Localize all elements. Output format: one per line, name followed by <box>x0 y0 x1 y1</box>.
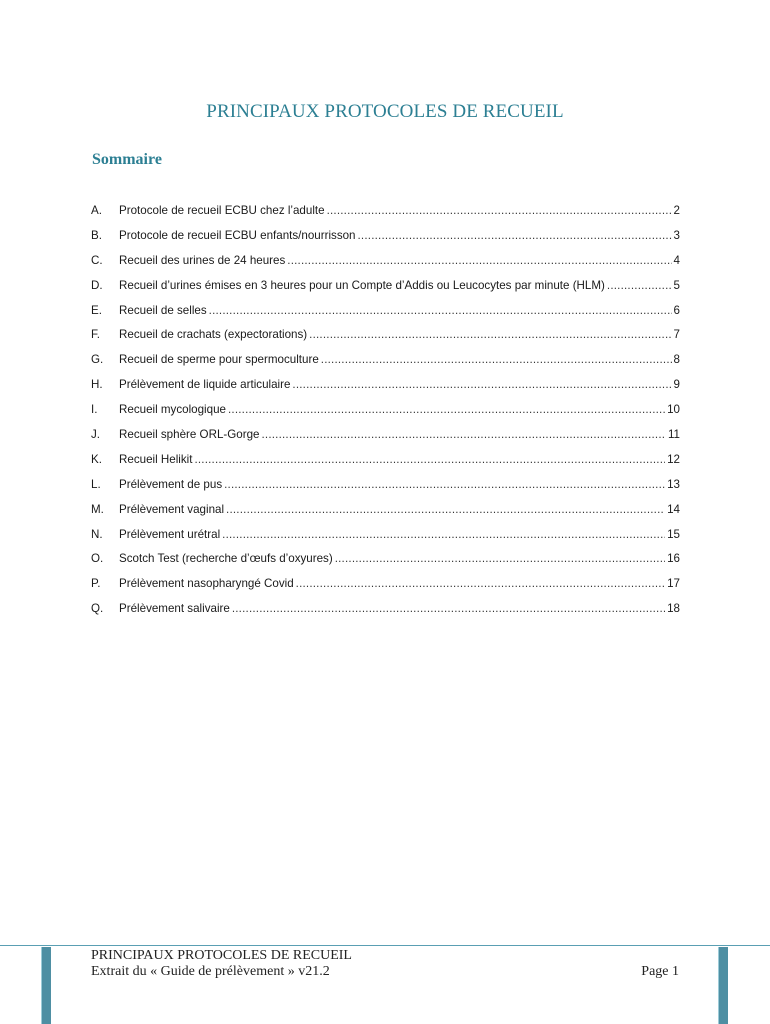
toc-entry-text: Recueil de crachats (expectorations) <box>119 328 308 342</box>
toc-entry-text: Protocole de recueil ECBU chez l’adulte <box>119 204 325 217</box>
toc-entry-letter: A. <box>91 204 102 217</box>
toc-entry-letter: E. <box>91 303 102 317</box>
toc-entry-page: 9 <box>673 378 680 392</box>
toc-entry-letter: P. <box>91 577 101 591</box>
toc-entry-page: 4 <box>673 253 680 267</box>
toc-entry-text: Recueil d’urines émises en 3 heures pour un Compte d’Addis ou Leucocytes par minute (HLM) <box>119 278 605 292</box>
toc-entry-page: 15 <box>667 527 680 541</box>
toc-entry-page: 5 <box>673 278 680 292</box>
toc-entry-text: Prélèvement de liquide articulaire <box>119 378 291 392</box>
toc-entry-page: 12 <box>667 452 680 466</box>
toc-entry[interactable] <box>91 279 680 304</box>
toc-dot-leader <box>309 328 671 341</box>
toc-entry-text: Recueil mycologique <box>119 403 226 417</box>
toc-entry[interactable] <box>91 229 680 254</box>
toc-entry-letter: M. <box>91 502 104 516</box>
toc-entry-letter: K. <box>91 452 102 466</box>
toc-entry[interactable] <box>91 204 680 229</box>
toc-dot-leader <box>222 528 665 541</box>
toc-entry[interactable] <box>91 602 680 627</box>
toc-entry[interactable] <box>91 304 680 329</box>
toc-entry[interactable] <box>91 353 680 378</box>
toc-entry-letter: B. <box>91 228 102 242</box>
toc-entry-letter: C. <box>91 253 103 267</box>
toc-entry-letter: J. <box>91 428 101 442</box>
toc-entry-text: Recueil sphère ORL-Gorge <box>119 428 260 442</box>
toc-dot-leader <box>335 552 665 565</box>
toc-entry-page: 10 <box>667 403 680 417</box>
toc-entry-letter: I. <box>91 403 98 417</box>
toc-entry-text: Prélèvement de pus <box>119 477 223 491</box>
toc-entry[interactable] <box>91 328 680 353</box>
toc-dot-leader <box>287 254 671 267</box>
toc-entry-letter: G. <box>91 353 104 367</box>
toc-entry-letter: H. <box>91 378 103 392</box>
toc-entry[interactable] <box>91 403 680 428</box>
toc-entry[interactable] <box>91 577 680 602</box>
toc-dot-leader <box>209 304 672 317</box>
toc-entry[interactable] <box>91 254 680 279</box>
toc-dot-leader <box>224 478 665 491</box>
toc-entry[interactable] <box>91 503 680 528</box>
toc-dot-leader <box>194 453 665 466</box>
toc-dot-leader <box>607 279 672 292</box>
toc-entry-letter: F. <box>91 328 101 342</box>
table-of-contents <box>91 204 680 627</box>
toc-entry-text: Prélèvement salivaire <box>119 602 230 616</box>
toc-dot-leader <box>358 229 672 242</box>
toc-entry-letter: N. <box>91 527 103 541</box>
toc-entry[interactable] <box>91 428 680 453</box>
toc-entry-letter: L. <box>91 477 101 491</box>
toc-dot-leader <box>228 403 665 416</box>
toc-entry[interactable] <box>91 478 680 503</box>
footer-bar-left <box>41 947 51 1024</box>
toc-entry-text: Recueil de selles <box>119 303 207 317</box>
toc-entry[interactable] <box>91 378 680 403</box>
footer-bar-right <box>718 947 728 1024</box>
toc-entry-page: 17 <box>667 577 680 591</box>
toc-dot-leader <box>321 353 672 366</box>
toc-entry-text: Prélèvement urétral <box>119 527 221 541</box>
toc-entry-page: 3 <box>673 228 680 242</box>
toc-entry-page: 6 <box>673 303 680 317</box>
toc-entry-page: 2 <box>673 204 680 217</box>
toc-entry-text: Recueil Helikit <box>119 452 193 466</box>
toc-entry-text: Recueil des urines de 24 heures <box>119 253 286 267</box>
toc-entry[interactable] <box>91 552 680 577</box>
footer-subtitle: Extrait du « Guide de prélèvement » v21.2 <box>91 964 330 979</box>
toc-entry-page: 11 <box>667 428 680 442</box>
toc-entry-page: 14 <box>667 502 680 516</box>
toc-entry[interactable] <box>91 528 680 553</box>
toc-entry-text: Protocole de recueil ECBU enfants/nourrisson <box>119 228 356 242</box>
toc-entry-letter: D. <box>91 278 103 292</box>
toc-entry-text: Prélèvement nasopharyngé Covid <box>119 577 294 591</box>
toc-dot-leader <box>232 602 665 615</box>
footer-divider <box>0 945 770 946</box>
toc-dot-leader <box>226 503 665 516</box>
toc-entry-text: Prélèvement vaginal <box>119 502 225 516</box>
toc-entry-page: 16 <box>667 552 680 566</box>
toc-entry-letter: Q. <box>91 602 104 616</box>
toc-entry-text: Scotch Test (recherche d’œufs d’oxyures) <box>119 552 333 566</box>
toc-entry-letter: O. <box>91 552 104 566</box>
toc-dot-leader <box>327 204 672 217</box>
footer-title: PRINCIPAUX PROTOCOLES DE RECUEIL <box>91 948 352 963</box>
toc-entry-text: Recueil de sperme pour spermoculture <box>119 353 319 367</box>
footer-page-number: Page 1 <box>641 964 679 979</box>
page-title: PRINCIPAUX PROTOCOLES DE RECUEIL <box>206 101 564 122</box>
toc-heading: Sommaire <box>92 151 162 168</box>
toc-entry-page: 7 <box>673 328 680 342</box>
toc-entry[interactable] <box>91 453 680 478</box>
toc-entry-page: 13 <box>667 477 680 491</box>
toc-dot-leader <box>261 428 665 441</box>
toc-dot-leader <box>292 378 671 391</box>
toc-entry-page: 18 <box>667 602 680 616</box>
toc-entry-page: 8 <box>673 353 680 367</box>
toc-dot-leader <box>296 577 665 590</box>
